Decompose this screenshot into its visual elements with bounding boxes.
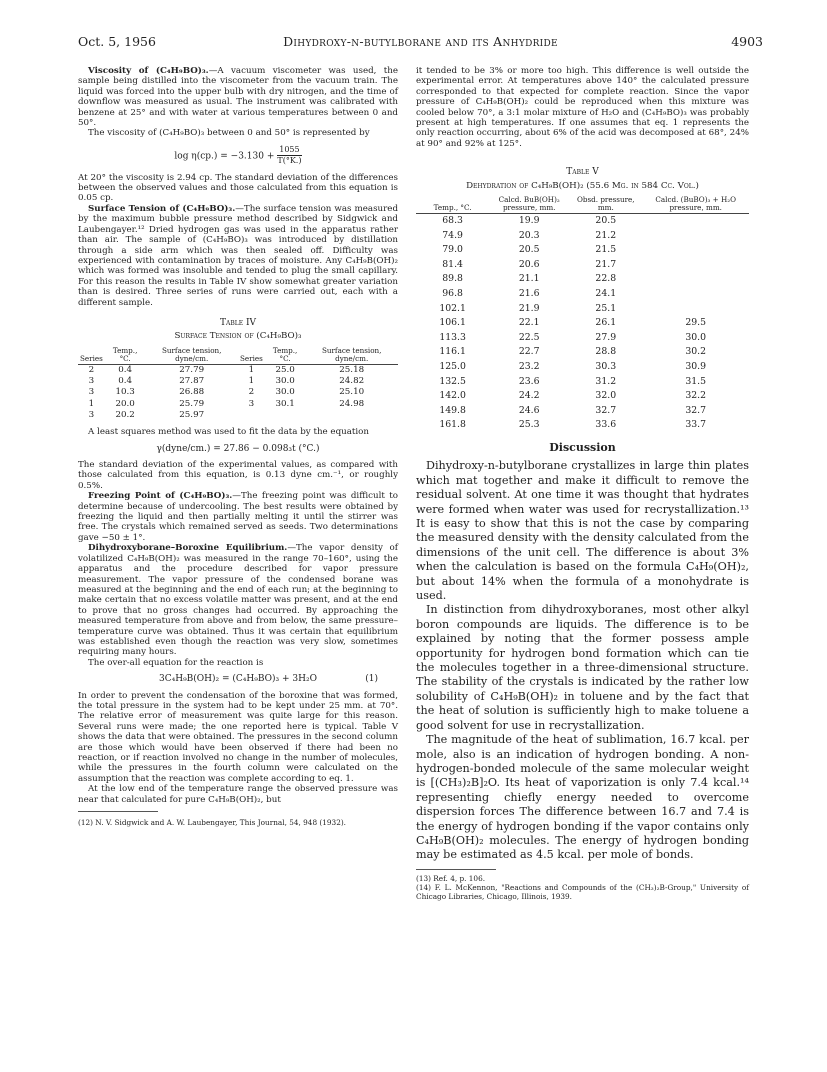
reaction-equation-text: 3C₄H₉B(OH)₂ = (C₄H₉BO)₃ + 3H₂O [159,674,317,685]
reaction-equation [78,674,398,684]
table-cell: 27.79 [179,364,205,375]
table5-row [416,389,749,404]
table-cell: 21.9 [518,302,540,314]
table5-header: Obsd. pressure, mm. [569,195,642,214]
viscosity-fraction [277,145,301,167]
table-cell: 2 [248,387,255,398]
table5-row [416,375,749,390]
table-cell: 25.3 [518,419,540,431]
table-cell: 68.3 [442,215,463,227]
header-title: Dihydroxy-n-butylborane and its Anhydride [283,34,558,49]
table-cell: 25.97 [179,409,205,420]
table5-row [416,302,749,317]
header-date: Oct. 5, 1956 [78,34,156,49]
viscosity-equation-lhs: log η(cp.) = −3.130 + [174,151,275,162]
table5-row [416,287,749,302]
table-cell: 25.1 [595,302,617,314]
table4-header: Temp., °C. [105,346,146,365]
table5-title: Table V [566,167,599,178]
table-cell: 32.7 [685,404,707,416]
table-cell: 113.3 [439,331,466,343]
table-cell: 24.2 [518,390,540,402]
viscosity-section [78,66,398,128]
table-cell: 89.8 [442,273,463,285]
reaction-equation-number: (1) [365,674,378,685]
table5-subtitle: Dehydration of C₄H₉B(OH)₂ (55.6 Mg. in 584 Cc. Vol.) [466,180,699,191]
table-cell: 30.0 [275,376,295,387]
footnote-rule [78,811,158,812]
table-cell: 30.3 [595,361,617,372]
table-cell: 31.5 [685,375,707,387]
table-cell: 33.7 [685,419,707,431]
viscosity-equation-intro: The viscosity of (C₄H₉BO)₃ between 0 and 50° is represented by [88,128,370,139]
left-column [78,66,398,827]
table-cell: 31.2 [595,375,617,387]
equilibrium-heading: Dihydroxyborane–Boroxine Equilibrium. [88,543,288,554]
surface-heading: Surface Tension of (C₄H₉BO)₃. [88,203,236,214]
viscosity-fraction-den: T(°K.) [277,156,302,166]
table-cell: 20.2 [115,409,135,420]
table-cell: 161.8 [439,419,466,431]
table4-subtitle: Surface Tension of (C₄H₉BO)₃ [174,331,302,342]
table4-header: Series [238,346,265,365]
table5-row [416,229,749,244]
table5-row [416,418,749,433]
table-cell: 21.6 [518,288,540,300]
stddev-text: The standard deviation of the experimental values, as compared with those calculated from this equation, is 0.13 dyne cm.⁻¹, or roughly 0.5%. [78,460,398,491]
footnote-14: (14) F. L. McKennon, "Reactions and Compounds of the (CH₃)₂B-Group," University of Chicago Libraries, Chicago, Illinois, 1939. [416,882,749,902]
right-column [416,66,749,901]
viscosity-result: At 20° the viscosity is 2.94 cp. The standard deviation of the differences between the observed values and those calculated from this equation is 0.05 cp. [78,172,398,204]
table-cell: 24.1 [595,288,617,300]
footnote-rule-right [416,869,496,870]
table5 [416,195,749,433]
footnote-12: (12) N. V. Sidgwick and A. W. Laubengayer, This Journal, 54, 948 (1932). [78,818,346,828]
table4-header: Series [78,346,105,365]
table-cell: 149.8 [439,404,466,416]
table-cell: 24.6 [518,404,540,416]
table-cell: 21.1 [518,273,540,285]
table-cell: 22.8 [595,273,617,285]
table-cell: 142.0 [439,390,466,402]
table-cell: 1 [248,364,255,375]
table-cell: 20.6 [518,258,540,270]
table-cell: 30.0 [685,331,707,343]
freezing-heading: Freezing Point of (C₄H₉BO)₃. [88,491,233,502]
table-cell: 23.2 [518,361,540,372]
table-cell: 27.87 [179,376,205,387]
freezing-text: —The freezing point was difficult to determine because of undercooling. The best results were obtained by freezing the liquid and then partially melting it until the stirrer was free. The crystals which remained served as seeds. Two determinations gave −50 ± 1°. [78,491,398,543]
table-cell: 30.2 [685,346,707,358]
table-cell: 116.1 [439,346,466,358]
table-cell: 25.79 [179,398,205,409]
table-cell: 32.0 [595,390,617,402]
table5-header: Calcd. BuB(OH)₂ pressure, mm. [489,195,569,214]
discussion-heading: Discussion [549,440,616,454]
table4-header: Surface tension, dyne/cm. [305,346,398,365]
table-cell [265,410,306,421]
equilibrium-text: —The vapor density of volatilized C₄H₉B(OH)₂ was measured in the range 70–160°, using the apparatus and the procedure described for vapor pressure measurement. The vapor pressure of the condensed borane was measured at the beginning and the end of each run; at the beginning to make certain that no excess volatile matter was present, and at the end to prove that no gross changes had occurred. By approaching the measured temperature from above and from below, the same pressure–temperature curve was obtained. Thus it was certain that equilibrium was established even though the reaction was very slow, sometimes requiring many hours. [78,543,398,658]
table-cell [642,243,749,258]
table4-row [78,399,398,410]
surface-text: —The surface tension was measured by the maximum bubble pressure method described by Sidgwick and Laubengayer.¹² Dried hydrogen gas was used in the apparatus rather than air. The sample of (C₄H₉BO)₃ was introduced by distillation through a side arm which was then sealed off. Difficulty was experienced with contamination by traces of moisture. Any C₄H₉B(OH)₂ which was formed was insoluble and tended to plug the small capillary. For this reason the results in Table IV show somewhat greater variation than is desired. Three series of runs were carried out, each with a different sample. [78,203,398,308]
gamma-equation: γ(dyne/cm.) = 27.86 − 0.098₃t (°C.) [156,443,320,454]
table-cell [642,229,749,244]
table-cell: 21.2 [595,229,617,241]
table-cell: 26.88 [179,387,205,398]
table5-row [416,404,749,419]
table-cell [642,258,749,273]
table4-title: Table IV [219,317,257,328]
table-cell: 0.4 [118,364,133,375]
table-cell [305,410,398,421]
table-cell [642,287,749,302]
table-cell: 125.0 [439,361,466,372]
table5-row [416,243,749,258]
equilibrium-text-3: At the low end of the temperature range the observed pressure was near that calculated for pure C₄H₉B(OH)₂, but [78,784,398,805]
table-cell: 22.5 [518,331,540,343]
table4 [78,346,398,421]
reaction-intro: The over-all equation for the reaction is [88,657,264,668]
table-cell: 30.9 [685,361,707,372]
table-cell: 26.1 [595,317,617,329]
table-cell: 20.5 [595,215,617,227]
table-cell: 19.9 [518,215,540,227]
table-cell [238,410,265,421]
discussion-p3: The magnitude of the heat of sublimation, 16.7 kcal. per mole, also is an indication of hydrogen bonding. A non-hydrogen-bonded molecule of the same molecular weight is [(CH₃)₂B]₂O. Its heat of vaporization is only 7.4 kcal.¹⁴ representing chiefly energy needed to overcome dispersion forces The difference between 16.7 and 7.4 is the energy of hydrogen bonding if the vapor contains only C₄H₉B(OH)₂ molecules. The energy of hydrogen bonding may be estimated as 4.5 kcal. per mole of bonds. [416,733,749,862]
table-cell: 28.8 [595,346,617,358]
page-number: 4903 [731,34,763,49]
table-cell: 3 [88,387,95,398]
table-cell: 20.0 [115,398,135,409]
equilibrium-section [78,543,398,657]
surface-section [78,204,398,308]
discussion-p2: In distinction from dihydroxyboranes, most other alkyl boron compounds are liquids. The difference is to be explained by noting that the former possess ample opportunity for hydrogen bond formation which can tie the molecules together in a three-dimensional structure. The stability of the crystals is indicated by the rather low solubility of C₄H₉B(OH)₂ in toluene and by the fact that the heat of solution is sufficiently high to make toluene a good solvent for use in recrystallization. [416,603,749,732]
table-cell: 33.6 [595,419,617,431]
table-cell [642,272,749,287]
table-cell: 25.0 [275,364,295,375]
table-cell: 102.1 [439,302,466,314]
table-cell: 32.7 [595,404,617,416]
table-cell: 3 [248,398,255,409]
table4-header: Surface tension, dyne/cm. [145,346,238,365]
table5-row [416,316,749,331]
table-cell: 30.0 [275,387,295,398]
equilibrium-text-2: In order to prevent the condensation of the boroxine that was formed, the total pressure in the system had to be kept under 25 mm. at 70°. The relative error of measurement was quite large for this reason. Several runs were made; the one reported here is typical. Table V shows the data that were obtained. The pressures in the second column are those which would have been observed if there had been no reaction, or if reaction involved no change in the number of molecules, while the pressures in the fourth column were calculated on the assumption that the reaction was complete according to eq. 1. [78,690,398,784]
table-cell: 0.4 [118,376,133,387]
table5-row [416,214,749,229]
table5-row [416,360,749,375]
table5-header: Temp., °C. [416,195,489,214]
table-cell: 96.8 [442,288,463,300]
table-cell: 21.5 [595,244,617,256]
lsq-text: A least squares method was used to fit the data by the equation [88,427,370,438]
table-cell: 27.9 [595,331,617,343]
table4-row [78,387,398,398]
table-cell: 25.18 [339,364,365,375]
table-cell: 79.0 [442,244,463,256]
table-cell: 3 [88,409,95,420]
table-cell: 2 [88,364,95,375]
viscosity-heading: Viscosity of (C₄H₉BO)₃. [88,66,209,76]
table4-header: Temp., °C. [265,346,306,365]
table-cell: 25.10 [339,387,365,398]
table4-row [78,410,398,421]
table-cell [642,302,749,317]
table-cell: 10.3 [115,387,135,398]
viscosity-fraction-num: 1055 [277,145,301,156]
table5-row [416,258,749,273]
running-header [78,34,763,54]
table5-row [416,272,749,287]
table-cell: 1 [88,398,95,409]
table5-row [416,345,749,360]
table5-wrapper [416,195,749,433]
table-cell: 29.5 [685,317,707,329]
table-cell: 30.1 [275,398,295,409]
discussion-p1: Dihydroxy-n-butylborane crystallizes in large thin plates which mat together and make it difficult to remove the residual solvent. At one time it was thought that hydrates were formed when water was used for recrystallization.¹³ It is easy to show that this is not the case by comparing the measured density with the density calculated from the dimensions of the unit cell. The difference is about 3% when the calculation is based on the formula C₄H₉(OH)₂, but about 14% when the formula of a monohydrate is used. [416,459,749,603]
table-cell: 106.1 [439,317,466,329]
table-cell: 20.5 [518,244,540,256]
continued-text: it tended to be 3% or more too high. This difference is well outside the experimental error. At temperatures above 140° the calculated pressure corresponded to that expected for complete reaction. Since the vapor pressure of C₄H₉B(OH)₂ could be reproduced when this mixture was cooled below 70°, a 3:1 molar mixture of H₂O and (C₄H₉BO)₃ was probably present at high temperatures. If one assumes that eq. 1 represents the only reaction occurring, about 6% of the acid was decomposed at 68°, 24% at 90° and 92% at 125°. [416,66,749,149]
table-cell: 22.7 [518,346,540,358]
table4-row [78,376,398,387]
table5-row [416,331,749,346]
table-cell: 1 [248,376,255,387]
table4-row [78,364,398,376]
table5-header: Calcd. (BuBO)₃ + H₂O pressure, mm. [642,195,749,214]
table-cell: 20.3 [518,229,540,241]
footnote-13: (13) Ref. 4, p. 106. [416,873,486,883]
table-cell: 21.7 [595,258,617,270]
table-cell: 74.9 [442,229,463,241]
table-cell: 81.4 [442,258,463,270]
table-cell [642,214,749,229]
freezing-section [78,491,398,543]
table-cell: 24.82 [339,376,365,387]
viscosity-equation [78,145,398,167]
table-cell: 3 [88,376,95,387]
table-cell: 23.6 [518,375,540,387]
table-cell: 32.2 [685,390,707,402]
table-cell: 22.1 [518,317,540,329]
viscosity-text: —A vacuum viscometer was used, the sample being distilled into the viscometer from the vacuum train. The liquid was forced into the upper bulb with dry nitrogen, and the time of downflow was measured as usual. The instrument was calibrated with benzene at 25° and with water at various temperatures between 0 and 50°. [78,66,398,129]
table-cell: 24.98 [339,398,365,409]
table-cell: 132.5 [439,375,466,387]
